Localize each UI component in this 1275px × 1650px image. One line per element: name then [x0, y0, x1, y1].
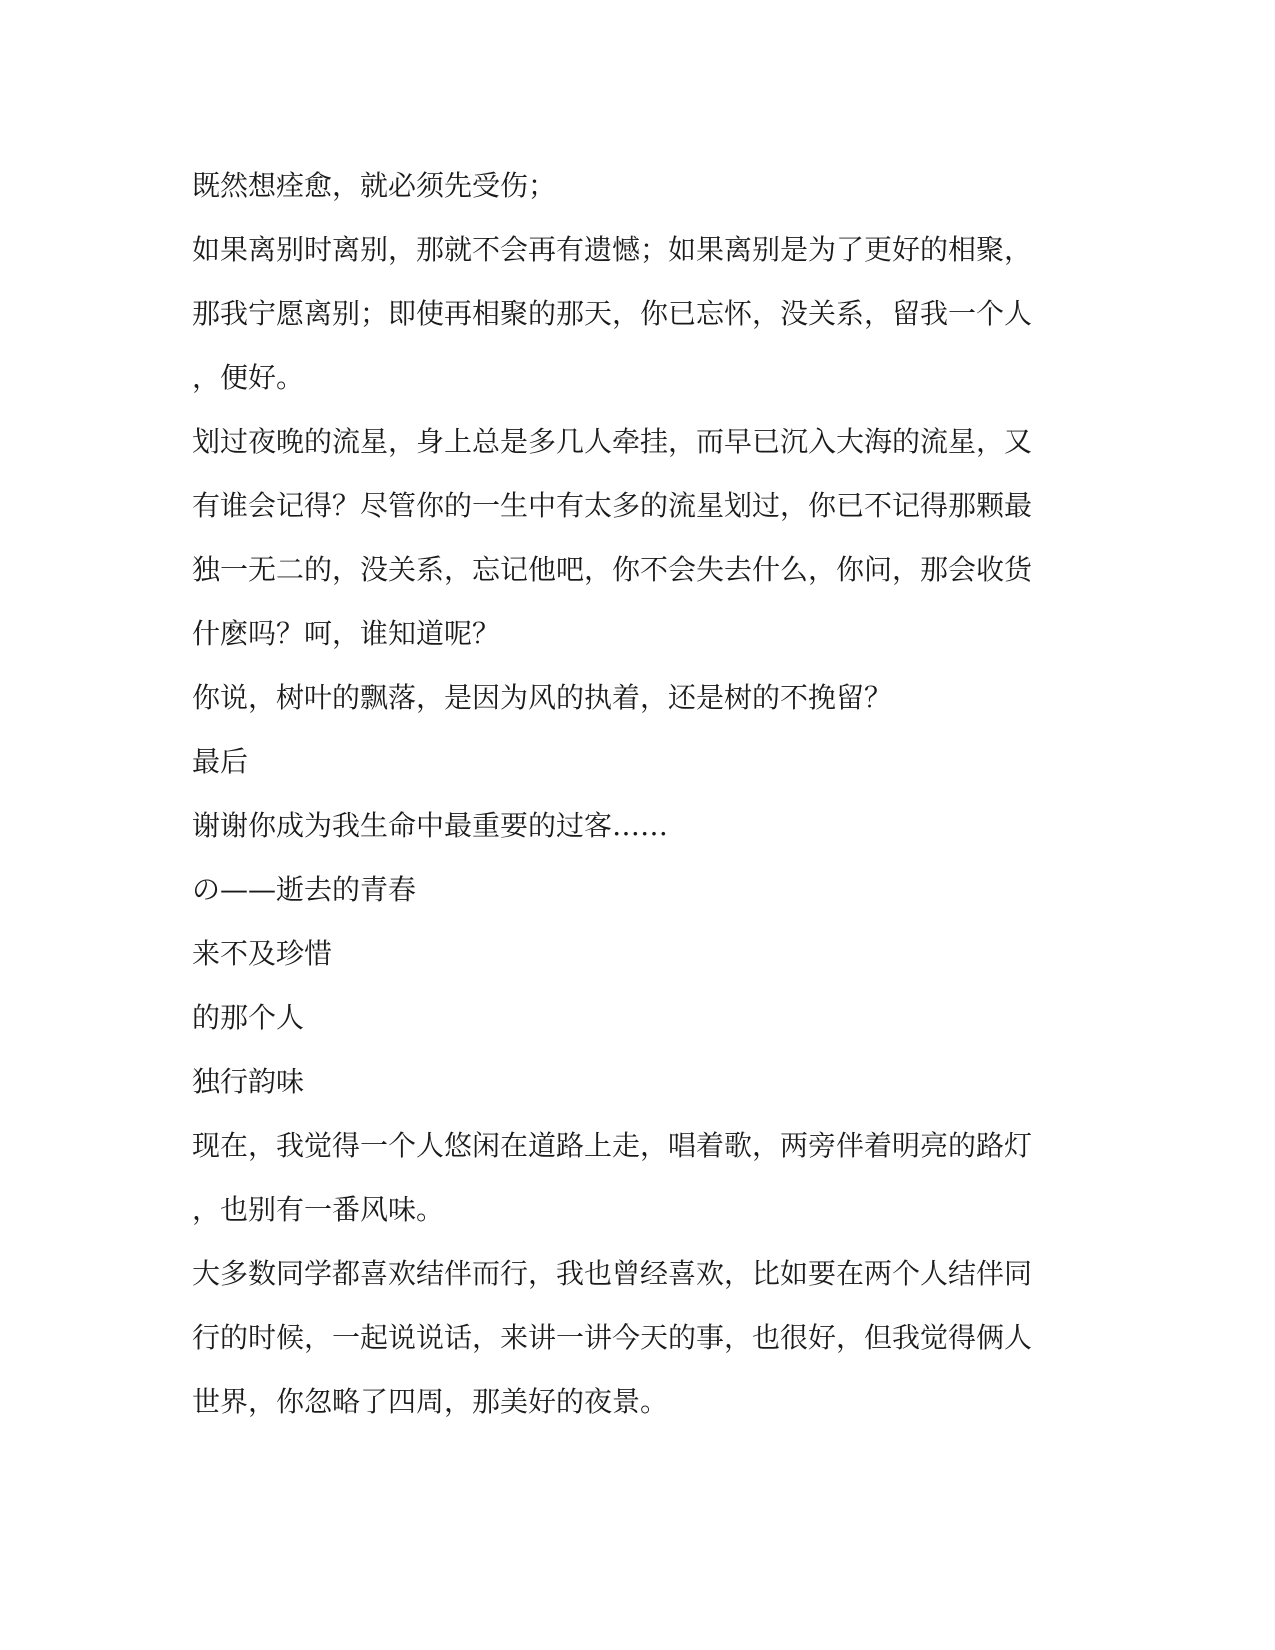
text-line: の——逝去的青春 [192, 873, 417, 906]
text-line: 什麽吗？呵，谁知道呢？ [192, 617, 501, 650]
text-line: 的那个人 [192, 1001, 305, 1034]
text-line: ，也别有一番风味。 [192, 1193, 445, 1226]
text-line: 现在，我觉得一个人悠闲在道路上走，唱着歌，两旁伴着明亮的路灯 [192, 1129, 1033, 1162]
text-line: 行的时候，一起说说话，来讲一讲今天的事，也很好，但我觉得俩人 [192, 1321, 1033, 1354]
text-line: 来不及珍惜 [192, 937, 333, 970]
text-line: 既然想痊愈，就必须先受伤； [192, 169, 557, 202]
text-line: 世界，你忽略了四周，那美好的夜景。 [192, 1385, 669, 1418]
text-line: 独一无二的，没关系，忘记他吧，你不会失去什么，你问，那会收货 [192, 553, 1033, 586]
text-line: 那我宁愿离别；即使再相聚的那天，你已忘怀，没关系，留我一个人 [192, 297, 1033, 330]
text-line: 最后 [192, 745, 249, 778]
text-line: 有谁会记得？尽管你的一生中有太多的流星划过，你已不记得那颗最 [192, 489, 1033, 522]
text-line: 独行韵味 [192, 1065, 305, 1098]
text-line: 大多数同学都喜欢结伴而行，我也曾经喜欢，比如要在两个人结伴同 [192, 1257, 1033, 1290]
body-text [192, 154, 1072, 1434]
text-line: 如果离别时离别，那就不会再有遗憾；如果离别是为了更好的相聚， [192, 233, 1033, 266]
text-line: 你说，树叶的飘落，是因为风的执着，还是树的不挽留？ [192, 681, 893, 714]
text-line: 划过夜晚的流星，身上总是多几人牵挂，而早已沉入大海的流星，又 [192, 425, 1033, 458]
text-line: ，便好。 [192, 361, 305, 394]
text-line: 谢谢你成为我生命中最重要的过客…… [192, 809, 669, 842]
